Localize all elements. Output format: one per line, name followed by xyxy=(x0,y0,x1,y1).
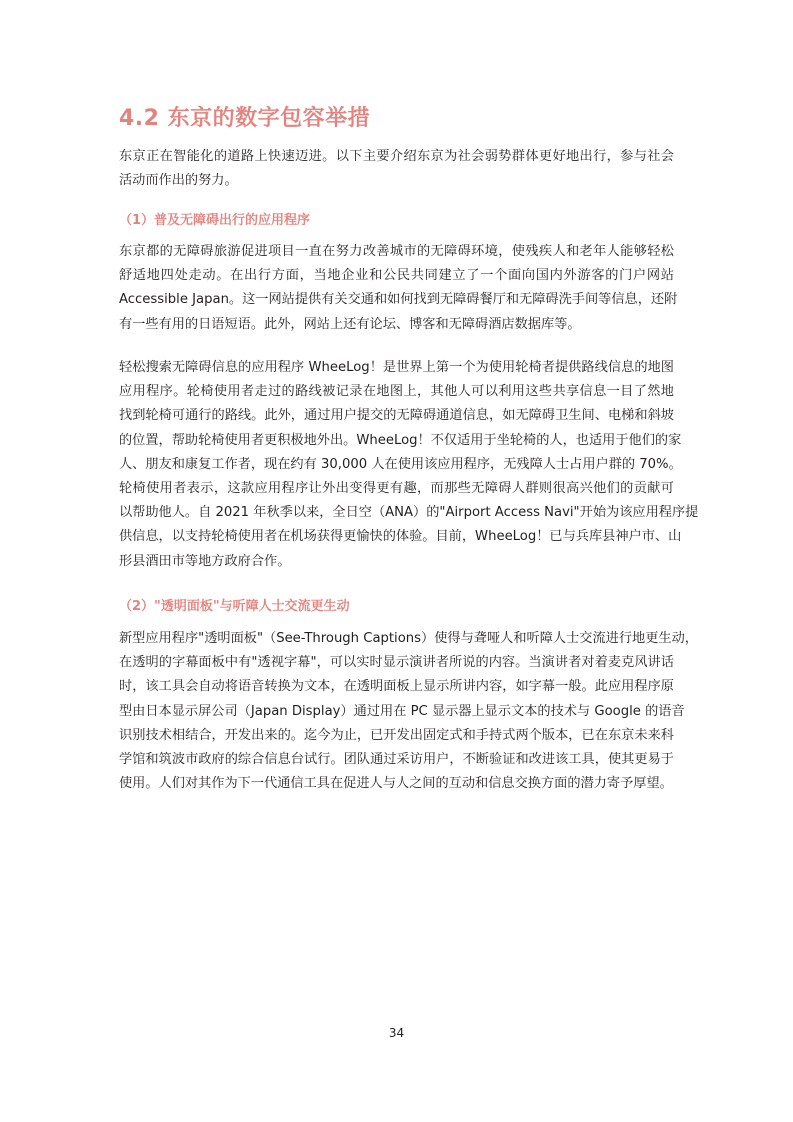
text-line: 形县酒田市等地方政府合作。 xyxy=(119,553,291,569)
text-line: 东京都的无障碍旅游促进项目一直在努力改善城市的无障碍环境，使残疾人和老年人能够轻松 xyxy=(119,244,674,259)
text-line: 东京正在智能化的道路上快速迈进。以下主要介绍东京为社会弱势群体更好地出行，参与社会 xyxy=(119,149,674,164)
text-line: 活动而作出的努力。 xyxy=(119,173,238,189)
text-line: 轻松搜索无障碍信息的应用程序 WheeLog！是世界上第一个为使用轮椅者提供路线信息的地图 xyxy=(119,360,674,375)
text-line: 轮椅使用者表示，这款应用程序让外出变得更有趣，而那些无障碍人群则很高兴他们的贡献可 xyxy=(119,481,674,497)
text-line: 在透明的字幕面板中有"透视字幕"，可以实时显示演讲者所说的内容。当演讲者对着麦克风讲话 xyxy=(119,655,674,671)
intro-paragraph xyxy=(119,145,674,193)
subsection-1-title: （1）普及无障碍出行的应用程序 xyxy=(119,213,311,228)
text-line: 使用。人们对其作为下一代通信工具在促进人与人之间的互动和信息交换方面的潜力寄予厚望。 xyxy=(119,776,673,792)
subsection-2-title: （2）"透明面板"与听障人士交流更生动 xyxy=(119,599,350,614)
text-line: 有一些有用的日语短语。此外，网站上还有论坛、博客和无障碍酒店数据库等。 xyxy=(119,316,581,332)
text-line: 舒适地四处走动。在出行方面，当地企业和公民共同建立了一个面向国内外游客的门户网站 xyxy=(119,268,674,284)
text-line: 学馆和筑波市政府的综合信息台试行。团队通过采访用户，不断验证和改进该工具，使其更易于 xyxy=(119,752,674,768)
text-line: Accessible Japan。这一网站提供有关交通和如何找到无障碍餐厅和无障碍洗手间等信息，还附 xyxy=(119,292,678,308)
text-line: 型由日本显示屏公司（Japan Display）通过用在 PC 显示器上显示文本的技术与 Google 的语音 xyxy=(119,703,685,719)
subsection-2-paragraph-1 xyxy=(119,627,698,796)
page-number: 34 xyxy=(388,1026,405,1040)
text-line: 供信息，以支持轮椅使用者在机场获得更愉快的体验。目前，WheeLog！已与兵库县神户市、山 xyxy=(119,529,682,545)
text-line: 应用程序。轮椅使用者走过的路线被记录在地图上，其他人可以利用这些共享信息一目了然地 xyxy=(119,384,674,400)
text-line: 的位置，帮助轮椅使用者更积极地外出。WheeLog！不仅适用于坐轮椅的人，也适用于他们的家 xyxy=(119,432,682,448)
text-line: 新型应用程序"透明面板"（See-Through Captions）使得与聋哑人和听障人士交流进行地更生动， xyxy=(119,631,698,646)
text-line: 识别技术相结合，开发出来的。迄今为止，已开发出固定式和手持式两个版本，已在东京未来科 xyxy=(119,727,674,743)
section-title: 4.2 东京的数字包容举措 xyxy=(119,106,371,131)
text-line: 人、朋友和康复工作者，现在约有 30,000 人在使用该应用程序，无残障人士占用户群的 70%。 xyxy=(119,456,682,472)
text-line: 时，该工具会自动将语音转换为文本，在透明面板上显示所讲内容，如字幕一般。此应用程序原 xyxy=(119,679,674,695)
subsection-1-paragraph-1 xyxy=(119,240,678,337)
subsection-1-paragraph-2 xyxy=(119,356,699,574)
text-line: 找到轮椅可通行的路线。此外，通过用户提交的无障碍通道信息，如无障碍卫生间、电梯和斜坡 xyxy=(119,408,674,424)
text-line: 以帮助他人。自 2021 年秋季以来，全日空（ANA）的"Airport Access Navi"开始为该应用程序提 xyxy=(119,505,699,521)
